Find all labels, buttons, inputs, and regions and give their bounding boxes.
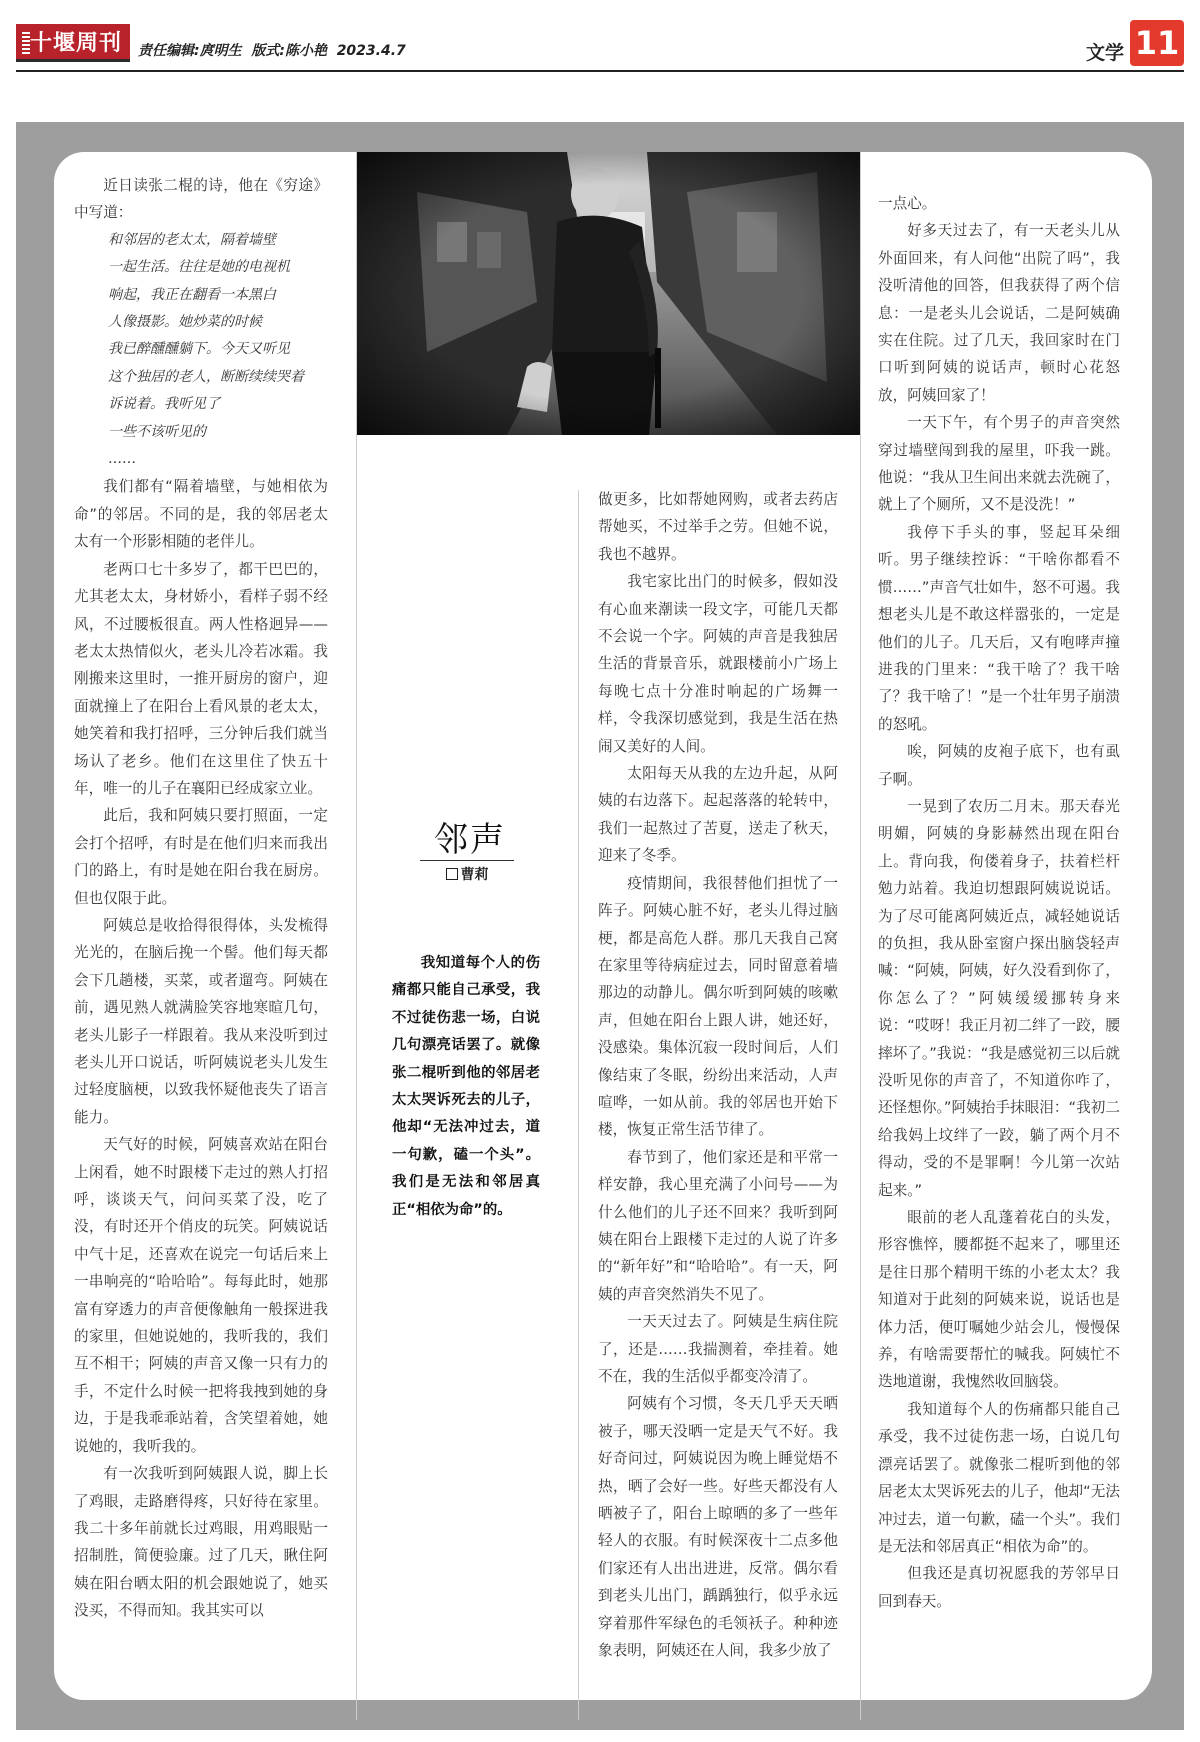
article-column-3 bbox=[878, 190, 1120, 1615]
poem-line: 响起，我正在翻看一本黑白 bbox=[108, 286, 276, 303]
paragraph: 一点心。 bbox=[878, 195, 937, 212]
section-label: 文学 bbox=[1086, 42, 1125, 64]
column-divider bbox=[578, 490, 579, 1720]
poem-line: 诉说着。我听见了 bbox=[108, 396, 220, 413]
paragraph: 一晃到了农历二月末。那天春光明媚，阿姨的身影赫然出现在阳台上。背向我，佝偻着身子，扶着栏杆勉力站着。我迫切想跟阿姨说说话。为了尽可能离阿姨近点，减轻她说话的负担，我从卧室窗户探出脑袋轻声喊：“阿姨，阿姨，好久没看到你了，你怎么了？”阿姨缓缓挪转身来说：“哎呀！我正月初二绊了一跤，腰摔坏了。”我说：“我是感觉初三以后就没听见你的声音了，不知道你咋了，还怪想你。”阿姨抬手抹眼泪：“我初二给我妈上坟绊了一跤，躺了两个月不得动，受的不是罪啊！今儿第一次站起来。” bbox=[878, 797, 1120, 1199]
column-divider bbox=[356, 152, 357, 1720]
article-column-1 bbox=[74, 172, 328, 1625]
paragraph: 一天下午，有个男子的声音突然穿过墙壁闯到我的屋里，吓我一跳。他说：“我从卫生间出来就去洗碗了，就上了个厕所，又不是没洗！” bbox=[878, 414, 1120, 514]
poem-line: 和邻居的老太太，隔着墙壁 bbox=[108, 231, 276, 248]
masthead-logo bbox=[16, 24, 130, 62]
paragraph: 我宅家比出门的时候多，假如没有心血来潮读一段文字，可能几天都不会说一个字。阿姨的声音是我独居生活的背景音乐，就跟楼前小广场上每晚七点十分准时响起的广场舞一样，令我深切感觉到，我是生活在热闹又美好的人间。 bbox=[598, 573, 838, 755]
paragraph: 唉，阿姨的皮袍子底下，也有虱子啊。 bbox=[878, 743, 1120, 788]
paragraph: 好多天过去了，有一天老头儿从外面回来，有人问他“出院了吗”，我没听清他的回答，但我获得了两个信息：一是老头儿会说话，二是阿姨确实在住院。过了几天，我回家时在门口听到阿姨的说话声，顿时心花怒放，阿姨回家了！ bbox=[878, 222, 1120, 404]
poem-line: 我已醉醺醺躺下。今天又听见 bbox=[108, 341, 290, 358]
paragraph: 有一次我听到阿姨跟人说，脚上长了鸡眼，走路磨得疼，只好待在家里。我二十多年前就长过鸡眼，用鸡眼贴一招制胜，简便验廉。过了几天，瞅住阿姨在阳台晒太阳的机会跟她说了，她买没买，不得而知。我其实可以 bbox=[74, 1465, 328, 1620]
poem-line: …… bbox=[108, 451, 136, 468]
page-number-badge: 11 bbox=[1130, 20, 1184, 66]
paragraph: 天气好的时候，阿姨喜欢站在阳台上闲看，她不时跟楼下走过的熟人打招呼，谈谈天气，问问买菜了没，吃了没，有时还开个俏皮的玩笑。阿姨说话中气十足，还喜欢在说完一句话后来上一串响亮的“哈哈哈”。每每此时，她那富有穿透力的声音便像触角一般探进我的家里，但她说她的，我听我的，我们互不相干；阿姨的声音又像一只有力的手，不定什么时候一把将我拽到她的身边，于是我乖乖站着，含笑望着她，她说她的，我听我的。 bbox=[74, 1136, 328, 1455]
paragraph: 太阳每天从我的左边升起，从阿姨的右边落下。起起落落的轮转中，我们一起熬过了苦夏，送走了秋天，迎来了冬季。 bbox=[598, 765, 838, 865]
paragraph: 此后，我和阿姨只要打照面，一定会打个招呼，有时是在他们归来而我出门的路上，有时是她在阳台我在厨房。但也仅限于此。 bbox=[74, 807, 328, 907]
header-rule bbox=[16, 70, 1184, 72]
page-header bbox=[0, 0, 1200, 86]
poem-line: 一起生活。往往是她的电视机 bbox=[108, 259, 290, 276]
author-name: 曹莉 bbox=[460, 867, 489, 883]
paragraph: 春节到了，他们家还是和平常一样安静，我心里充满了小问号——为什么他们的儿子还不回来？我听到阿姨在阳台上跟楼下走过的人说了许多的“新年好”和“哈哈哈”。有一天，阿姨的声音突然消失不见了。 bbox=[598, 1148, 838, 1303]
article-title: 邻声 bbox=[434, 820, 506, 860]
paragraph: 疫情期间，我很替他们担忧了一阵子。阿姨心脏不好，老头儿得过脑梗，都是高危人群。那几天我自己窝在家里等待病症过去，同时留意着墙那边的动静儿。偶尔听到阿姨的咳嗽声，但她在阳台上跟人讲，她还好，没感染。集体沉寂一段时间后，人们像结束了冬眠，纷纷出来活动，人声喧哗，一如从前。我的邻居也开始下楼，恢复正常生活节律了。 bbox=[598, 874, 838, 1139]
masthead-stripe-icon bbox=[22, 32, 30, 54]
paragraph: 阿姨总是收拾得很得体，头发梳得光光的，在脑后挽一个髻。他们每天都会下几趟楼，买菜，或者遛弯。阿姨在前，遇见熟人就满脸笑容地寒暄几句，老头儿影子一样跟着。我从来没听到过老头儿开口说话，听阿姨说老头儿发生过轻度脑梗，以致我怀疑他丧失了语言能力。 bbox=[74, 916, 328, 1126]
article-column-2 bbox=[598, 486, 838, 1664]
poem-line: 这个独居的老人，断断续续哭着 bbox=[108, 368, 304, 385]
intro-text: 我知道每个人的伤痛都只能自己承受，我不过徒伤悲一场，白说几句漂亮话罢了。就像张二棍听到他的邻居老太太哭诉死去的儿子，他却“无法冲过去，道一句歉，磕一个头”。我们是无法和邻居真正“相依为命”的。 bbox=[392, 955, 540, 1218]
paragraph: 我停下手头的事，竖起耳朵细听。男子继续控诉：“干啥你都看不惯……”声音气壮如牛，怒不可遏。我想老头儿是不敢这样嚣张的，一定是他们的儿子。几天后，又有咆哮声撞进我的门里来：“我干啥了？我干啥了？我干啥了！”是一个壮年男子崩溃的怒吼。 bbox=[878, 523, 1120, 733]
paragraph: 阿姨有个习惯，冬天几乎天天晒被子，哪天没晒一定是天气不好。我好奇问过，阿姨说因为晚上睡觉焐不热，晒了会好一些。好些天都没有人晒被子了，阳台上晾晒的多了一些年轻人的衣服。有时候深夜十二点多他们家还有人出出进进，反常。偶尔看到老头儿出门，踽踽独行，似乎永远穿着那件军绿色的毛领袄子。种种迹象表明，阿姨还在人间，我多少放了 bbox=[598, 1395, 838, 1660]
poem-line: 一些不该听见的 bbox=[108, 423, 206, 440]
masthead-name: 十堰周刊 bbox=[29, 30, 122, 56]
paragraph: 老两口七十多岁了，都干巴巴的，尤其老太太，身材娇小，看样子弱不经风，不过腰板很直。两人性格迥异——老太太热情似火，老头儿冷若冰霜。我刚搬来这里时，一推开厨房的窗户，迎面就撞上了在阳台上看风景的老太太，她笑着和我打招呼，三分钟后我们就当场认了老乡。他们在这里住了快五十年，唯一的儿子在襄阳已经成家立业。 bbox=[74, 560, 328, 797]
editor-credits: 责任编辑:庹明生 版式:陈小艳 2023.4.7 bbox=[138, 43, 406, 59]
paragraph: 我知道每个人的伤痛都只能自己承受，我不过徒伤悲一场，白说几句漂亮话罢了。就像张二棍听到他的邻居老太太哭诉死去的儿子，他却“无法冲过去，道一句歉，磕一个头”。我们是无法和邻居真正“相依为命”的。 bbox=[878, 1400, 1120, 1555]
paragraph: 做更多，比如帮她网购，或者去药店帮她买，不过举手之劳。但她不说，我也不越界。 bbox=[598, 491, 838, 563]
paragraph: 我们都有“隔着墙壁，与她相依为命”的邻居。不同的是，我的邻居老太太有一个形影相随的老伴儿。 bbox=[74, 478, 328, 551]
author-box-icon bbox=[446, 868, 458, 880]
title-underline bbox=[420, 860, 514, 861]
poem-line: 人像摄影。她炒菜的时候 bbox=[108, 314, 262, 331]
paragraph: 眼前的老人乱蓬着花白的头发，形容憔悴，腰都挺不起来了，哪里还是往日那个精明干练的小老太太？我知道对于此刻的阿姨来说，说话也是体力活，便叮嘱她少站会儿，慢慢保养，有啥需要帮忙的喊我。阿姨忙不迭地道谢，我愧然收回脑袋。 bbox=[878, 1209, 1120, 1391]
quoted-poem bbox=[74, 227, 328, 474]
article-author bbox=[420, 864, 514, 884]
column-1-lead: 近日读张二棍的诗，他在《穷途》中写道： bbox=[74, 177, 328, 222]
column-divider bbox=[860, 152, 861, 1720]
article-intro bbox=[392, 950, 540, 1224]
paragraph: 一天天过去了。阿姨是生病住院了，还是……我揣测着，牵挂着。她不在，我的生活似乎都变冷清了。 bbox=[598, 1313, 838, 1385]
article-photo bbox=[357, 152, 860, 435]
paragraph: 但我还是真切祝愿我的芳邻早日回到春天。 bbox=[878, 1565, 1120, 1610]
